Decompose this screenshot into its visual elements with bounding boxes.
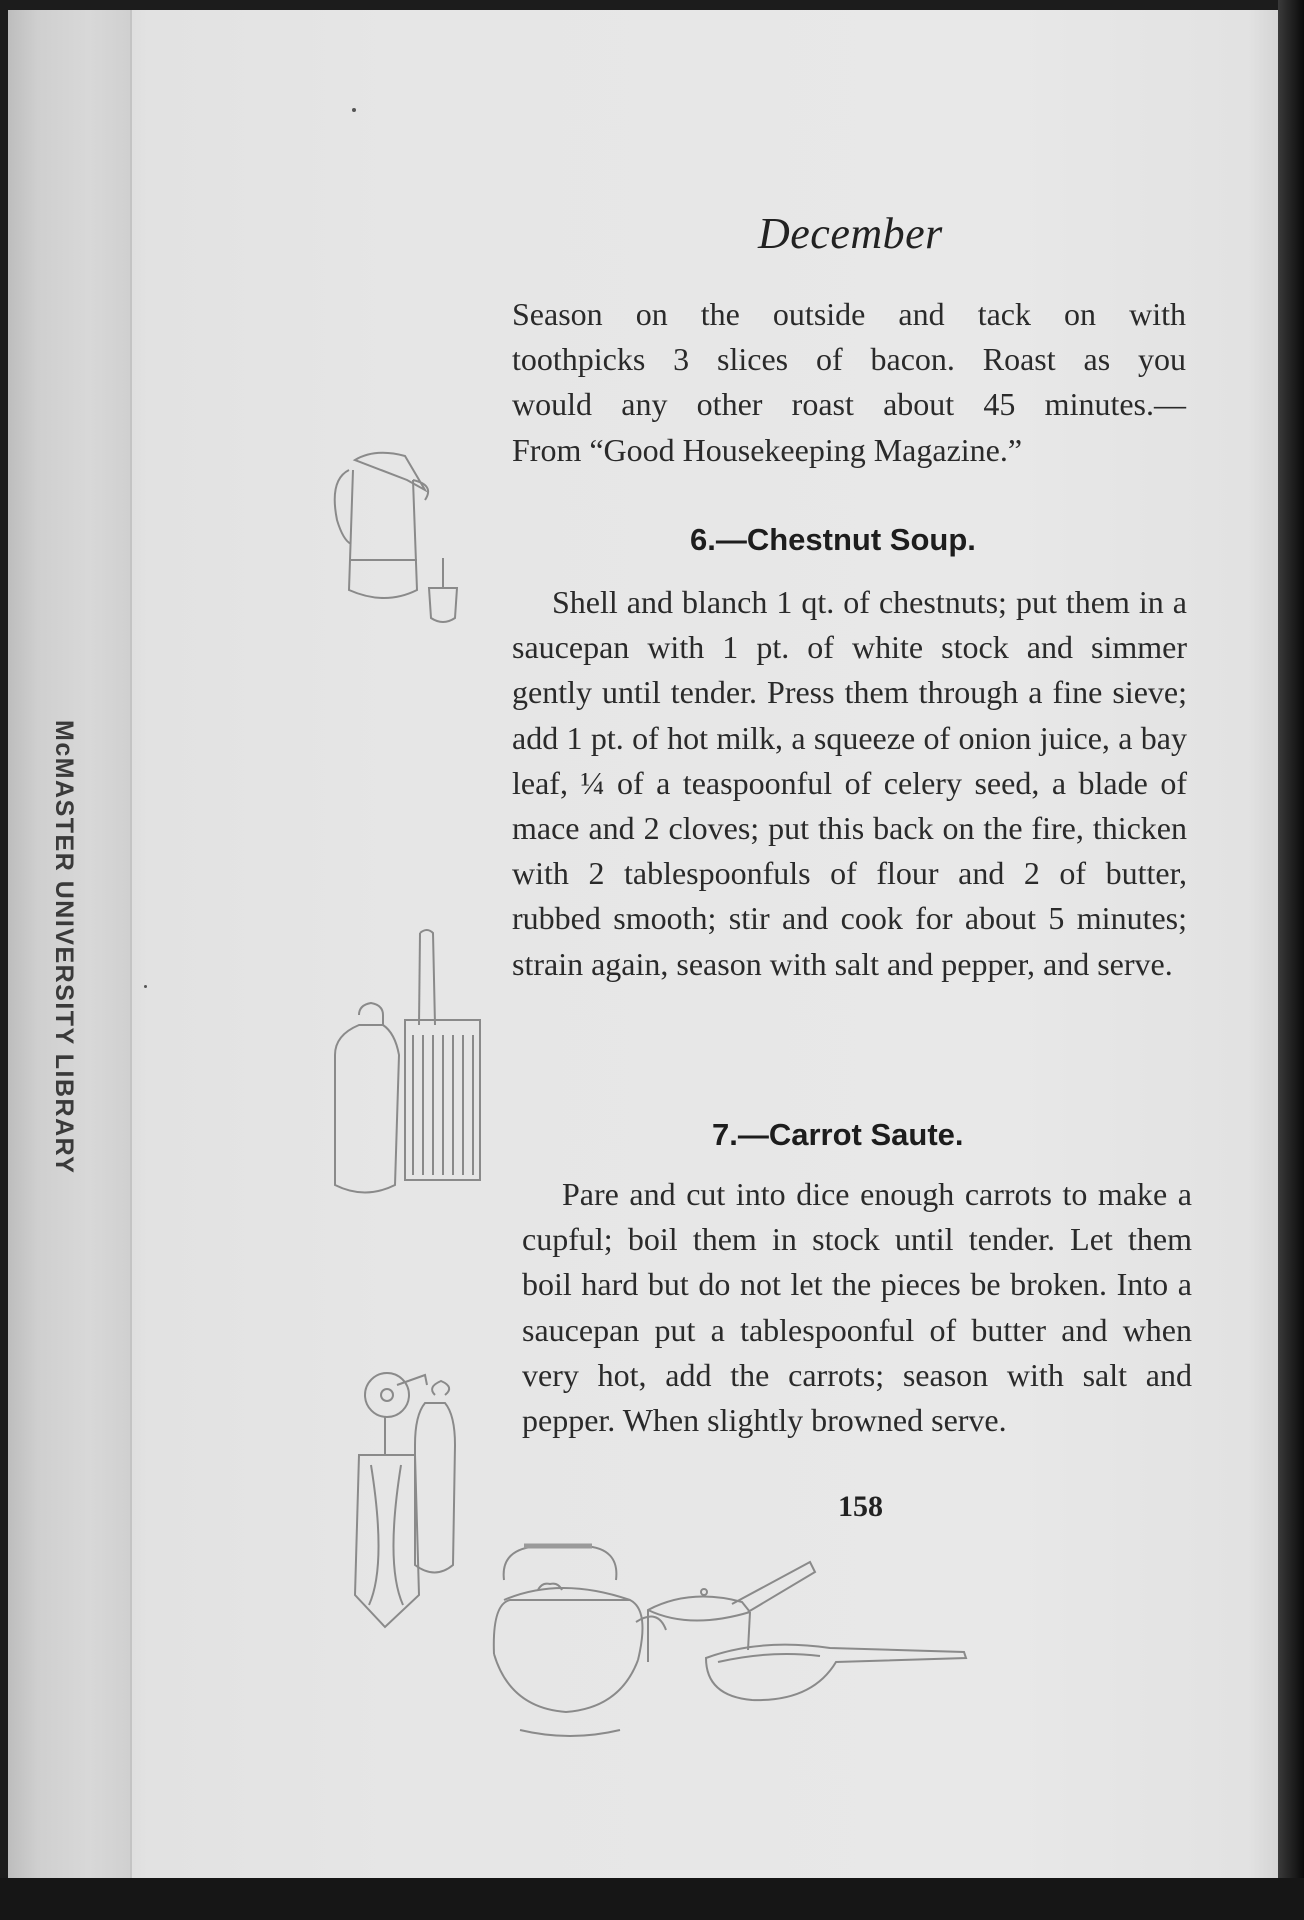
intro-line: would any other roast about 45 minutes.— <box>512 386 1186 423</box>
egg-beater-and-jar-illustration <box>345 1365 495 1635</box>
page-number: 158 <box>838 1490 883 1523</box>
paper-speck <box>144 985 147 988</box>
bottom-scan-edge <box>0 1878 1304 1920</box>
running-head: December <box>758 209 943 258</box>
bottle-and-grater-illustration <box>325 925 485 1200</box>
recipe-heading: 6.—Chestnut Soup. <box>690 522 976 557</box>
kettle-and-pans-illustration <box>480 1530 970 1760</box>
recipe-body: Pare and cut into dice enough carrots to make a cupful; boil them in stock until tender. Let them boil hard but do not let the pieces be broken. Into a saucepan put a tablespoonful of butter and when very hot, add the carrots; season with salt and pepper. When slightly browned serve. <box>522 1176 1192 1439</box>
intro-line: Season on the outside and tack on with <box>512 296 1186 332</box>
intro-line: toothpicks 3 slices of bacon. Roast as you <box>512 341 1186 378</box>
paper-speck <box>352 108 356 112</box>
intro-line: From “Good Housekeeping Magazine.” <box>512 431 1023 468</box>
coffee-pot-and-funnel-illustration <box>325 440 475 640</box>
intro-paragraph <box>512 292 1186 473</box>
recipe-heading: 7.—Carrot Saute. <box>712 1117 964 1152</box>
right-scan-edge <box>1278 0 1304 1920</box>
recipe-body: Shell and blanch 1 qt. of chestnuts; put them in a saucepan with 1 pt. of white stock and simmer gently until tender. Press them through a fine sieve; add 1 pt. of hot milk, a squeeze of onion juice, a bay leaf, ¼ of a teaspoonful of celery seed, a blade of mace and 2 cloves; put this back on the fire, thicken with 2 tablespoonfuls of flour and 2 of butter, rubbed smooth; stir and cook for about 5 minutes; strain again, season with salt and pepper, and serve. <box>512 584 1187 982</box>
library-stamp: McMASTER UNIVERSITY LIBRARY <box>50 720 78 1175</box>
